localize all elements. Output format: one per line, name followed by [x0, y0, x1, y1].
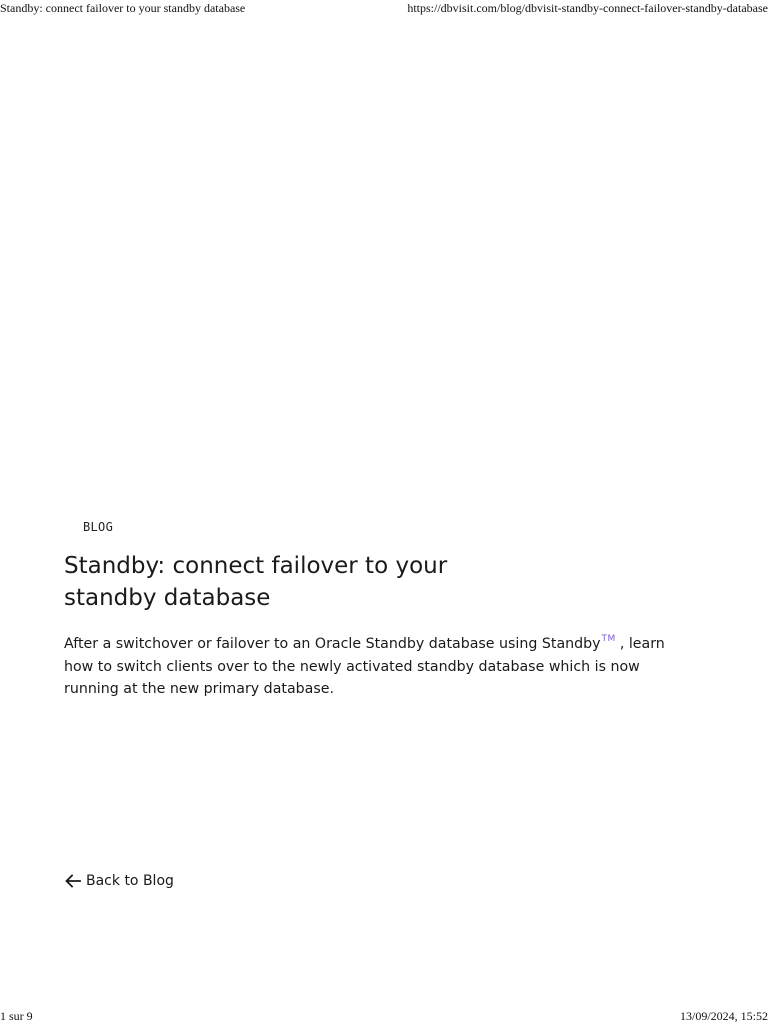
page-number: 1 sur 9	[0, 1009, 33, 1023]
print-datetime: 13/09/2024, 15:52	[679, 1009, 768, 1023]
print-footer	[0, 1009, 768, 1023]
article-intro	[64, 628, 674, 701]
arrow-left-icon	[64, 873, 82, 889]
trademark-mark: TM	[601, 634, 616, 644]
category-label: BLOG	[83, 520, 114, 534]
print-header	[0, 1, 768, 15]
page-title: Standby: connect failover to your standby database	[64, 553, 448, 611]
back-to-blog-label: Back to Blog	[86, 873, 174, 889]
back-to-blog-link[interactable]	[64, 873, 174, 889]
intro-text-start: After a switchover or failover to an Oracle Standby database using Standby	[64, 636, 601, 652]
print-header-url: https://dbvisit.com/blog/dbvisit-standby-connect-failover-standby-database	[407, 1, 768, 15]
intro-text-end: , learn how to switch clients over to the newly activated standby database which is now running at the new primary database.	[64, 636, 665, 697]
print-header-title: Standby: connect failover to your standby database	[0, 1, 246, 15]
